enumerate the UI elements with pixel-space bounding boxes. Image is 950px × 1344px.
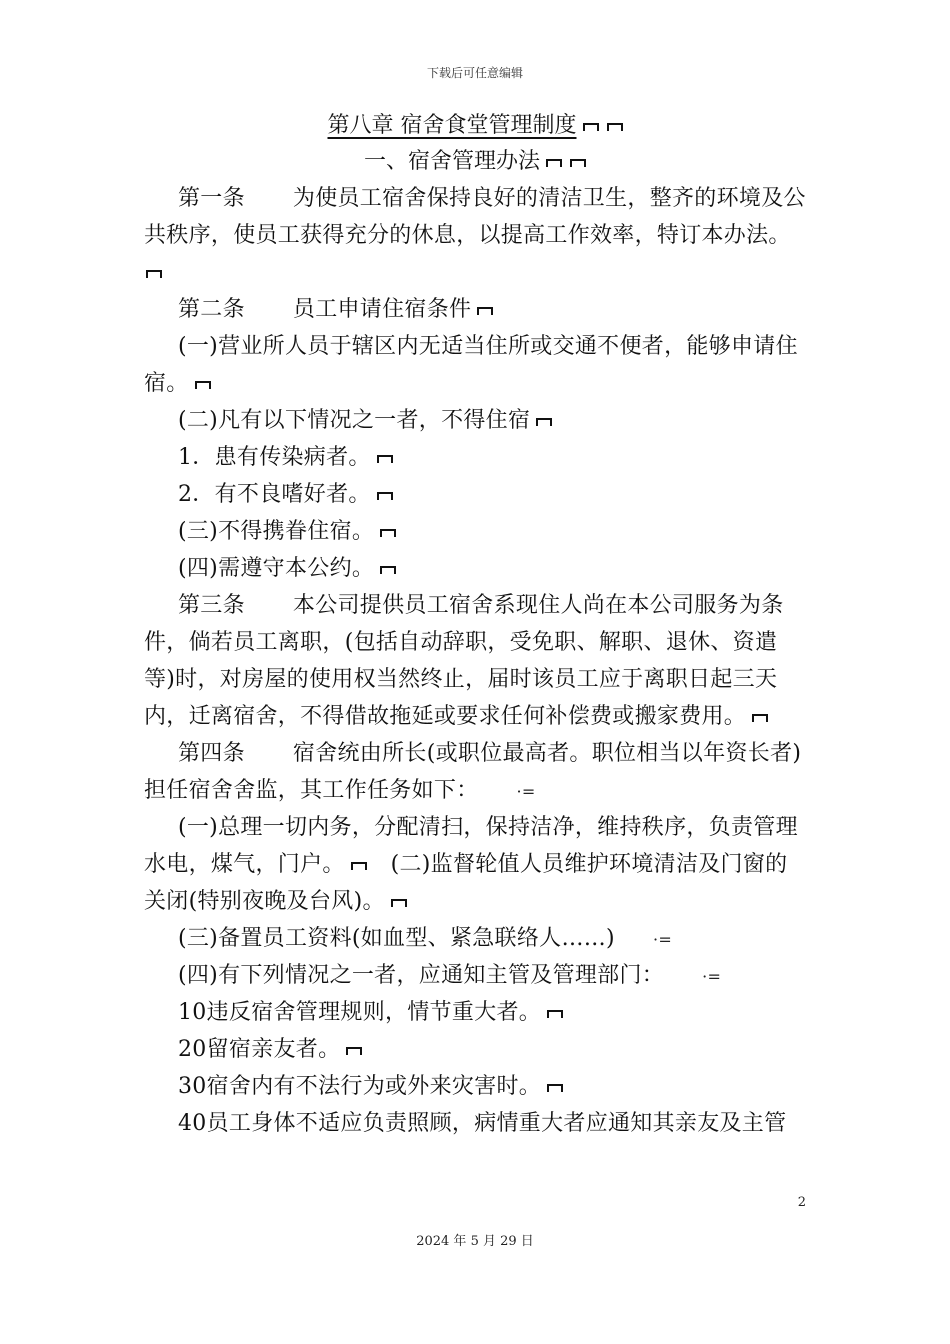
article-2: 第二条 员工申请住宿条件: [144, 291, 808, 328]
item-4-4-1: 10违反宿舍管理规则，情节重大者。: [144, 994, 808, 1031]
document-body: [144, 108, 808, 1142]
clause-2-4: (四)需遵守本公约。: [144, 550, 808, 587]
article-4: 第四条 宿舍统由所长(或职位最高者。职位相当以年资长者)担任宿舍舍监，其工作任务如下：·=: [144, 735, 808, 809]
header-note: 下载后可任意编辑: [426, 66, 523, 80]
footer-date: 2024 年 5 月 29 日: [416, 1234, 534, 1249]
item-4-4-2: 20留宿亲友者。: [144, 1031, 808, 1068]
item-2-2-2: 2．有不良嗜好者。: [144, 476, 808, 513]
item-4-4-3: 30宿舍内有不法行为或外来灾害时。: [144, 1068, 808, 1105]
clause-2-1: (一)营业所人员于辖区内无适当住所或交通不便者，能够申请住宿。: [144, 334, 798, 396]
clause-2-3: (三)不得携眷住宿。: [144, 513, 808, 550]
chapter-title: 第八章 宿舍食堂管理制度: [144, 108, 808, 144]
item-4-4-4: 40员工身体不适应负责照顾，病情重大者应通知其亲友及主管: [178, 1111, 787, 1136]
item-2-2-1: 1．患有传染病者。: [144, 439, 808, 476]
article-3: 第三条 本公司提供员工宿舍系现住人尚在本公司服务为条件，倘若员工离职，(包括自动辞职，受免职、解职、退休、资遣等)时，对房屋的使用权当然终止，届时该员工应于离职日起三天内，迁离宿舍，不得借故拖延或要求任何补偿费或搬家费用。: [144, 593, 784, 729]
clause-4-3: (三)备置员工资料(如血型、紧急联络人……)·=: [144, 920, 808, 957]
page-number: 2: [797, 1195, 806, 1210]
clause-4-4: (四)有下列情况之一者，应通知主管及管理部门：·=: [144, 957, 808, 994]
clause-2-2: (二)凡有以下情况之一者，不得住宿: [144, 402, 808, 439]
article-1: 第一条 为使员工宿舍保持良好的清洁卫生，整齐的环境及公共秩序，使员工获得充分的休息，以提高工作效率，特订本办法。: [144, 180, 808, 291]
clause-4-1: (一)总理一切内务，分配清扫，保持洁净，维持秩序，负责管理水电，煤气，门户。 (二)监督轮值人员维护环境清洁及门窗的关闭(特别夜晚及台风)。: [144, 815, 798, 914]
section-title: 一、宿舍管理办法: [144, 144, 808, 180]
